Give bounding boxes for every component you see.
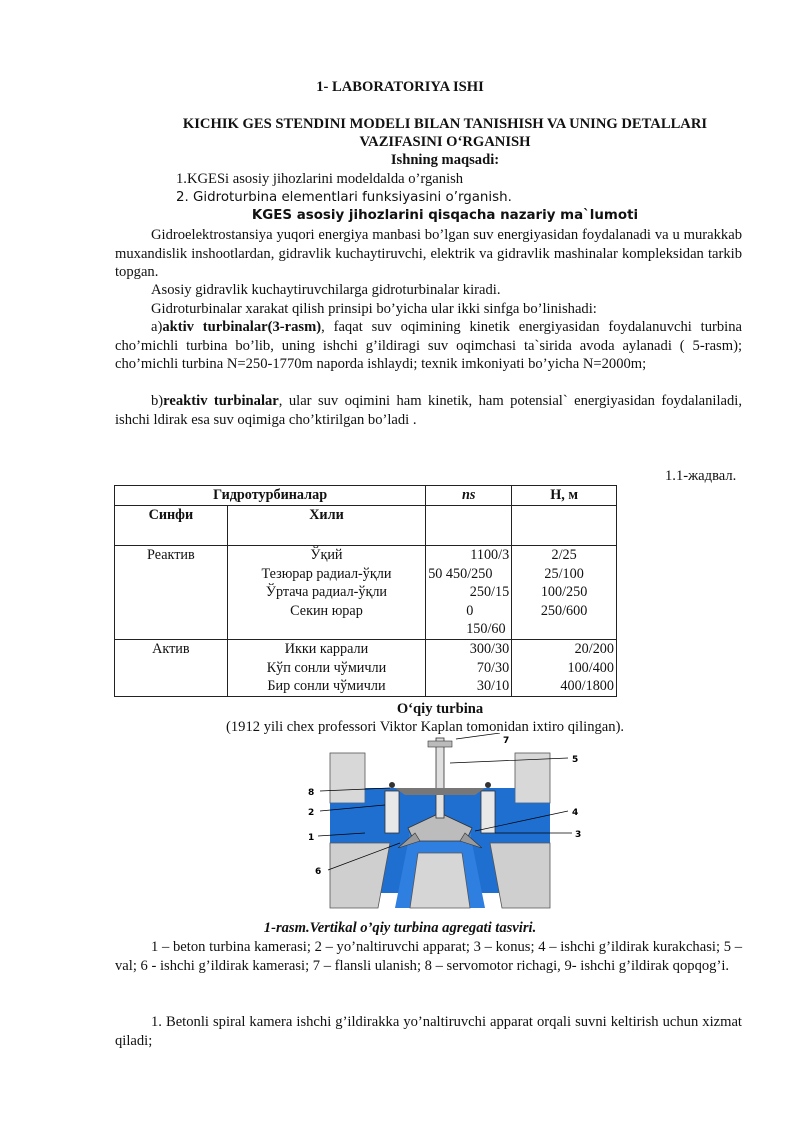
active-h — [512, 639, 617, 696]
subtitle-line1: KICHIK GES STENDINI MODELI BILAN TANISHISH VA UNING DETALLARI — [182, 116, 708, 132]
cone — [410, 853, 470, 908]
p4-bold: aktiv turbinalar(3-rasm) — [162, 319, 322, 335]
flange — [428, 741, 452, 747]
theory-heading: KGES asosiy jihozlarini qisqacha nazariy ma`lumoti — [251, 208, 639, 223]
active-types — [227, 639, 425, 696]
table-row-active — [115, 639, 617, 696]
paragraph-1: Gidroelektrostansiya yuqori energiya manbasi bo’lgan suv energiyasidan foydalanadi va u murakkab muxandislik inshootlardan, gidravlik kuchaytiruvchi, elektrik va gidravlik mashinalar kompleksidan tarkib topgan. — [115, 227, 742, 281]
paragraph-3: Gidroturbinalar xarakat qilish prinsipi bo’yicha ular ikki sinfga bo’linishadi: — [151, 301, 597, 317]
aim-heading: Ishning maqsadi: — [390, 152, 500, 168]
p5-bold: reaktiv turbinalar — [163, 393, 279, 409]
concrete-right-upper — [515, 753, 550, 803]
label-3: 3 — [575, 830, 582, 840]
turbine-table — [114, 485, 617, 697]
reactive-h-2: 25/100 — [544, 565, 584, 582]
reactive-type-2: Тезюрар радиал-ўқли — [261, 565, 392, 582]
reactive-ns — [426, 546, 512, 640]
reactive-n-1: 1100/3 — [470, 547, 510, 563]
header-ns: ns — [426, 486, 512, 506]
figure-legend: 1 – beton turbina kamerasi; 2 – yo’naltiruvchi apparat; 3 – konus; 4 – ishchi g’ildirak kurakchasi; 5 – val; 6 - ishchi g’ildirak kamerasi; 7 – flansli ulanish; 8 – servomotor richagi, 9- ishchi g’ildirak qopqog’i. — [115, 939, 742, 974]
reactive-type-3: Ўртача радиал-ўқли — [265, 584, 388, 601]
label-7: 7 — [503, 736, 510, 746]
p4-prefix: a) — [151, 319, 163, 335]
reactive-h — [512, 546, 617, 640]
concrete-right-lower — [490, 843, 550, 908]
paragraph-active-turbines — [115, 318, 742, 374]
shaft — [436, 738, 444, 818]
active-ns — [426, 639, 512, 696]
label-2: 2 — [308, 808, 315, 818]
kaplan-turbine-diagram — [290, 733, 590, 913]
concrete-left-lower — [330, 843, 390, 908]
lab-title: 1- LABORATORIYA ISHI — [316, 79, 484, 95]
paragraph-reactive-turbines — [115, 392, 742, 429]
p4-rest: , faqat suv oqimining kinetik energiyasidan foydalanuvchi turbina cho’michli turbina bo’lib, uning ishchi g’ildiragi suv oqimchasi ta`sirida avoda aylanadi ( 5-rasm); cho’michli turbina N=250-1770m naporda ishlaydi; texnik imkoniyati bo’yicha N=2000m; — [115, 319, 742, 373]
active-h-2: 100/400 — [567, 659, 614, 676]
paragraph-last: 1. Betonli spiral kamera ishchi g’ildirakka yo’naltiruvchi apparat orqali suvni keltirish uchun xizmat qiladi; — [115, 1014, 742, 1049]
label-1: 1 — [308, 833, 315, 843]
active-class: Актив — [115, 639, 228, 696]
active-n-2: 70/30 — [476, 659, 510, 676]
head-cover — [395, 788, 485, 795]
reactive-n-3: 250/15 — [469, 584, 510, 601]
active-type-2: Кўп сонли чўмичли — [266, 659, 387, 676]
aim-item-1: 1.KGESi asosiy jihozlarini modeldalda o’rganish — [176, 171, 464, 187]
active-h-3: 400/1800 — [560, 678, 614, 695]
servomotor-lever-left — [389, 782, 395, 788]
reactive-type-1: Ўқий — [310, 547, 343, 563]
header-h: Н, м — [512, 486, 617, 506]
reactive-n-2: 50 450/250 — [428, 565, 493, 582]
reactive-type-4: Секин юрар — [290, 602, 363, 619]
label-4: 4 — [572, 808, 579, 818]
reactive-n-4: 0 — [466, 602, 474, 619]
active-type-1: Икки каррали — [284, 640, 369, 657]
header-main: Гидротурбиналар — [115, 486, 426, 506]
guide-vane-left — [385, 791, 399, 833]
header-type: Хили — [227, 506, 425, 546]
servomotor-lever-right — [485, 782, 491, 788]
table-row-reactive — [115, 546, 617, 640]
label-6: 6 — [315, 867, 322, 877]
concrete-left-upper — [330, 753, 365, 803]
subtitle-line2: VAZIFASINI O‘RGANISH — [359, 134, 531, 150]
label-8: 8 — [308, 788, 315, 798]
table-header-row — [115, 486, 617, 506]
header-class: Синфи — [115, 506, 228, 546]
table-subheader-row — [115, 506, 617, 546]
guide-vane-right — [481, 791, 495, 833]
figure-title: O‘qiy turbina — [396, 701, 484, 717]
reactive-h-1: 2/25 — [551, 547, 577, 563]
reactive-h-4: 250/600 — [540, 602, 588, 619]
figure-subtitle: (1912 yili chex professori Viktor Kaplan tomonidan ixtiro qilingan). — [226, 719, 625, 735]
active-type-3: Бир сонли чўмичли — [267, 678, 386, 695]
figure-caption: 1-rasm.Vertikal o’qiy turbina agregati tasviri. — [263, 920, 537, 936]
active-n-3: 30/10 — [476, 678, 510, 695]
label-5: 5 — [572, 755, 579, 765]
table-label: 1.1-жадвал. — [665, 468, 737, 484]
p5-rest: , ular suv oqimini ham kinetik, ham potensial` energiyasidan foydalaniladi, ishchi ldirak esa suv oqimiga cho’ktirilgan bo’ladi . — [115, 393, 742, 428]
aim-item-2: 2. Gidroturbina elementlari funksiyasini o’rganish. — [176, 190, 512, 205]
reactive-types — [227, 546, 425, 640]
reactive-n-5: 150/60 — [466, 621, 506, 638]
reactive-class: Реактив — [115, 546, 228, 640]
active-n-1: 300/30 — [469, 640, 510, 657]
active-h-1: 20/200 — [574, 640, 614, 657]
reactive-h-3: 100/250 — [540, 584, 588, 601]
p5-prefix: b) — [151, 393, 164, 409]
paragraph-2: Asosiy gidravlik kuchaytiruvchilarga gidroturbinalar kiradi. — [151, 282, 501, 298]
